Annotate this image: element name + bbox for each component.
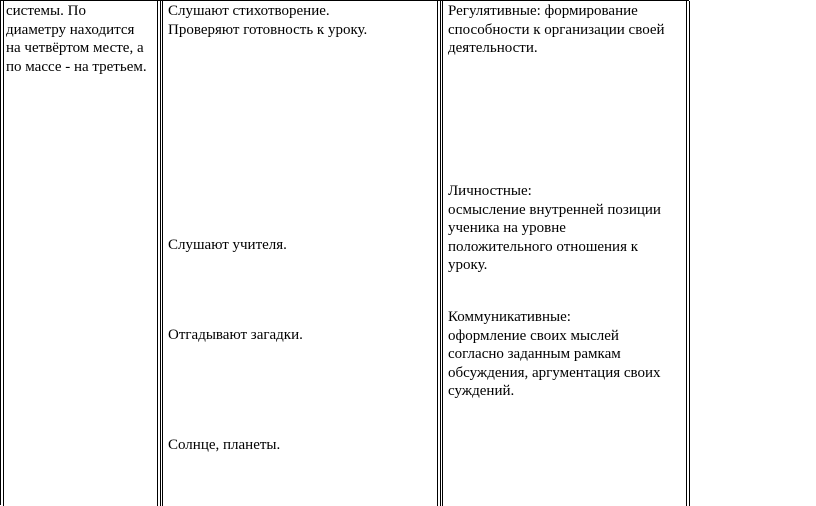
text-line: согласно заданным рамкам bbox=[448, 346, 621, 362]
text-line: осмысление внутренней позиции bbox=[448, 201, 661, 218]
activity-listen-teacher: Слушают учителя. bbox=[168, 237, 287, 253]
text-line: деятельности. bbox=[448, 40, 538, 56]
text-line: по массе - на третьем. bbox=[6, 58, 147, 75]
table-cell-student-activity bbox=[161, 1, 441, 506]
table-cell-learning-actions bbox=[441, 1, 690, 506]
topic-text bbox=[6, 2, 147, 76]
text-line: уроку. bbox=[448, 257, 488, 273]
text-line: Проверяют готовность к уроку. bbox=[168, 21, 368, 38]
text-line: способности к организации своей bbox=[448, 21, 665, 38]
activity-sun-planets: Солнце, планеты. bbox=[168, 437, 281, 453]
activity-riddles: Отгадывают загадки. bbox=[168, 327, 303, 343]
communicative-actions bbox=[448, 308, 661, 401]
text-line: положительного отношения к bbox=[448, 238, 639, 255]
text-line: диаметру находится bbox=[6, 21, 135, 38]
cell-border bbox=[3, 1, 158, 506]
text-line: Слушают стихотворение. bbox=[168, 3, 330, 19]
text-line: системы. По bbox=[6, 3, 86, 19]
text-line: обсуждения, аргументация своих bbox=[448, 364, 661, 381]
activity-listen-poem bbox=[168, 2, 367, 39]
text-line: суждений. bbox=[448, 383, 515, 399]
text-line: ученика на уровне bbox=[448, 220, 566, 236]
text-line: оформление своих мыслей bbox=[448, 327, 619, 344]
personal-actions bbox=[448, 182, 661, 275]
text-line: на четвёртом месте, а bbox=[6, 40, 144, 56]
text-line: Личностные: bbox=[448, 183, 532, 199]
text-line: Регулятивные: формирование bbox=[448, 3, 638, 19]
text-line: Коммуникативные: bbox=[448, 309, 571, 325]
regulatory-actions bbox=[448, 2, 665, 58]
table-cell-topic bbox=[1, 1, 161, 506]
